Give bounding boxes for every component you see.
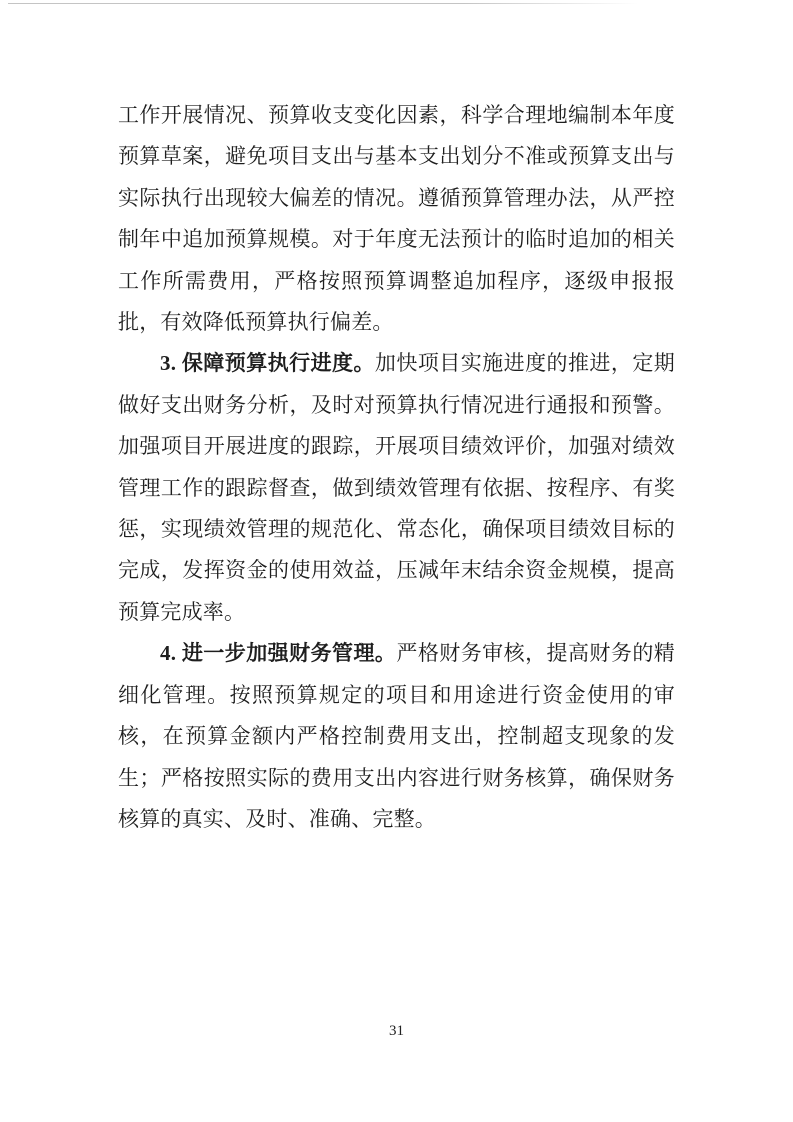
document-body (118, 95, 675, 840)
page-number: 31 (389, 1023, 404, 1039)
paragraph-text: 加快项目实施进度的推进，定期做好支出财务分析，及时对预算执行情况进行通报和预警。加强项目开展进度的跟踪，开展项目绩效评价，加强对绩效管理工作的跟踪督查，做到绩效管理有依据、按程序、有奖惩，实现绩效管理的规范化、常态化，确保项目绩效目标的完成，发挥资金的使用效益，压减年末结余资金规模，提高预算完成率。 (118, 351, 675, 624)
paragraph-lead: 4. 进一步加强财务管理。 (160, 641, 397, 666)
paragraph-lead: 3. 保障预算执行进度。 (160, 351, 375, 376)
page-top-edge-line (8, 3, 638, 4)
paragraph (118, 633, 675, 840)
paragraph (118, 95, 675, 343)
page-footer (0, 1022, 793, 1040)
paragraph-text: 工作开展情况、预算收支变化因素，科学合理地编制本年度预算草案，避免项目支出与基本支出划分不准或预算支出与实际执行出现较大偏差的情况。遵循预算管理办法，从严控制年中追加预算规模。对于年度无法预计的临时追加的相关工作所需费用，严格按照预算调整追加程序，逐级申报报批，有效降低预算执行偏差。 (118, 103, 675, 335)
paragraph-text: 严格财务审核，提高财务的精细化管理。按照预算规定的项目和用途进行资金使用的审核，在预算金额内严格控制费用支出，控制超支现象的发生；严格按照实际的费用支出内容进行财务核算，确保财务核算的真实、及时、准确、完整。 (118, 641, 675, 831)
paragraph (118, 343, 675, 633)
